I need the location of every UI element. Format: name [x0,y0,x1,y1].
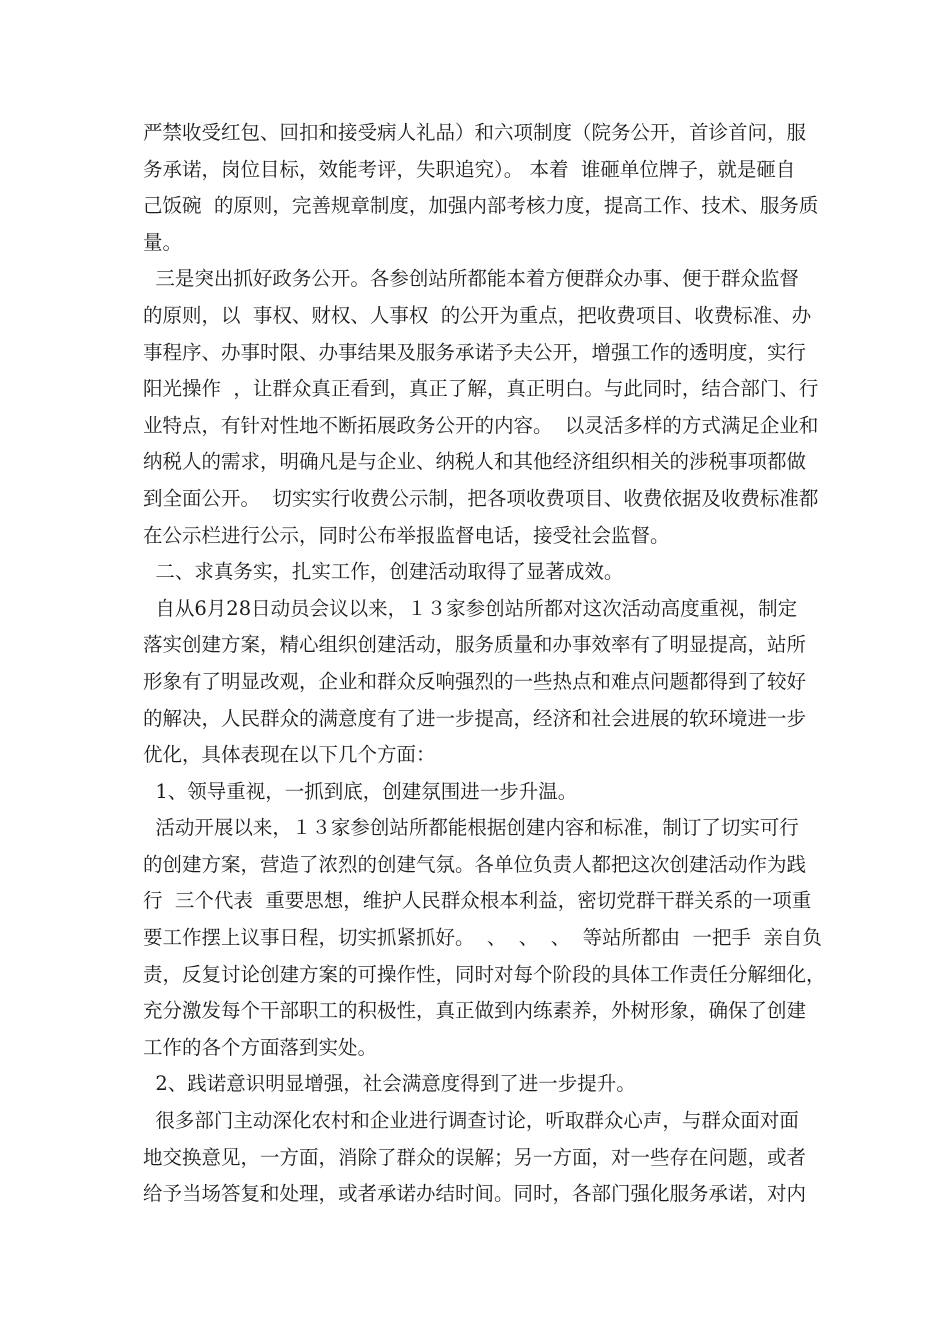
text-line: 工作的各个方面落到实处。 [143,1035,378,1059]
text-line: 的创建方案，营造了浓烈的创建气氛。各单位负责人都把这次创建活动作为践 [143,852,807,876]
text-line: 行 三个代表 重要思想，维护人民群众根本利益，密切党群干群关系的一项重 [143,889,812,913]
text-line: 事程序、办事时限、办事结果及服务承诺予夫公开，增强工作的透明度，实行 [143,340,807,364]
text-line: 地交换意见，一方面，消除了群众的误解；另一方面，对一些存在问题，或者 [143,1145,807,1169]
text-line: 自从6月28日动员会议以来，１３家参创站所都对这次活动高度重视，制定 [143,596,798,620]
subsection-heading: 1、领导重视，一抓到底，创建氛围进一步升温。 [143,779,578,803]
text-line: 充分激发每个干部职工的积极性，真正做到内练素养，外树形象，确保了创建 [143,999,807,1023]
text-line: 阳光操作 ，让群众真正看到，真正了解，真正明白。与此同时，结合部门、行 [143,377,819,401]
subsection-heading: 2、践诺意识明显增强，社会满意度得到了进一步提升。 [143,1072,636,1096]
text-line: 很多部门主动深化农村和企业进行调查讨论，听取群众心声，与群众面对面 [143,1109,799,1133]
text-line: 优化，具体表现在以下几个方面： [143,743,436,767]
text-line: 的原则，以 事权、财权、人事权 的公开为重点，把收费项目、收费标准、办 [143,303,812,327]
text-line: 在公示栏进行公示，同时公布举报监督电话，接受社会监督。 [143,523,670,547]
text-line: 纳税人的需求，明确凡是与企业、纳税人和其他经济组织相关的涉税事项都做 [143,450,807,474]
text-line: 到全面公开。 切实实行收费公示制，把各项收费项目、收费依据及收费标准都 [143,486,819,510]
text-line: 三是突出抓好政务公开。各参创站所都能本着方便群众办事、便于群众监督 [143,267,799,291]
text-line: 业特点，有针对性地不断拓展政务公开的内容。 以灵活多样的方式满足企业和 [143,413,819,437]
text-line: 活动开展以来，１３家参创站所都能根据创建内容和标准，制订了切实可行 [143,816,799,840]
text-line: 量。 [143,230,183,254]
text-line: 要工作摆上议事日程，切实抓紧抓好。 、 、 、 等站所都由 一把手 亲自负 [143,926,822,950]
text-line: 形象有了明显改观，企业和群众反响强烈的一些热点和难点问题都得到了较好 [143,669,807,693]
text-line: 务承诺，岗位目标，效能考评，失职追究）。 本着 谁砸单位牌子，就是砸自 [143,157,796,181]
text-line: 严禁收受红包、回扣和接受病人礼品）和六项制度（院务公开，首诊首问，服 [143,121,807,144]
text-line: 的解决，人民群众的满意度有了进一步提高，经济和社会进展的软环境进一步 [143,706,807,730]
text-line: 责，反复讨论创建方案的可操作性，同时对每个阶段的具体工作责任分解细化， [143,962,826,986]
document-page [143,115,826,1213]
text-line: 己饭碗 的原则，完善规章制度，加强内部考核力度，提高工作、技术、服务质 [143,194,819,218]
text-line: 给予当场答复和处理，或者承诺办结时间。同时，各部门强化服务承诺，对内 [143,1182,807,1206]
section-heading: 二、求真务实，扎实工作，创建活动取得了显著成效。 [143,560,624,584]
text-line: 落实创建方案，精心组织创建活动，服务质量和办事效率有了明显提高，站所 [143,633,807,657]
document-body [143,115,826,1213]
